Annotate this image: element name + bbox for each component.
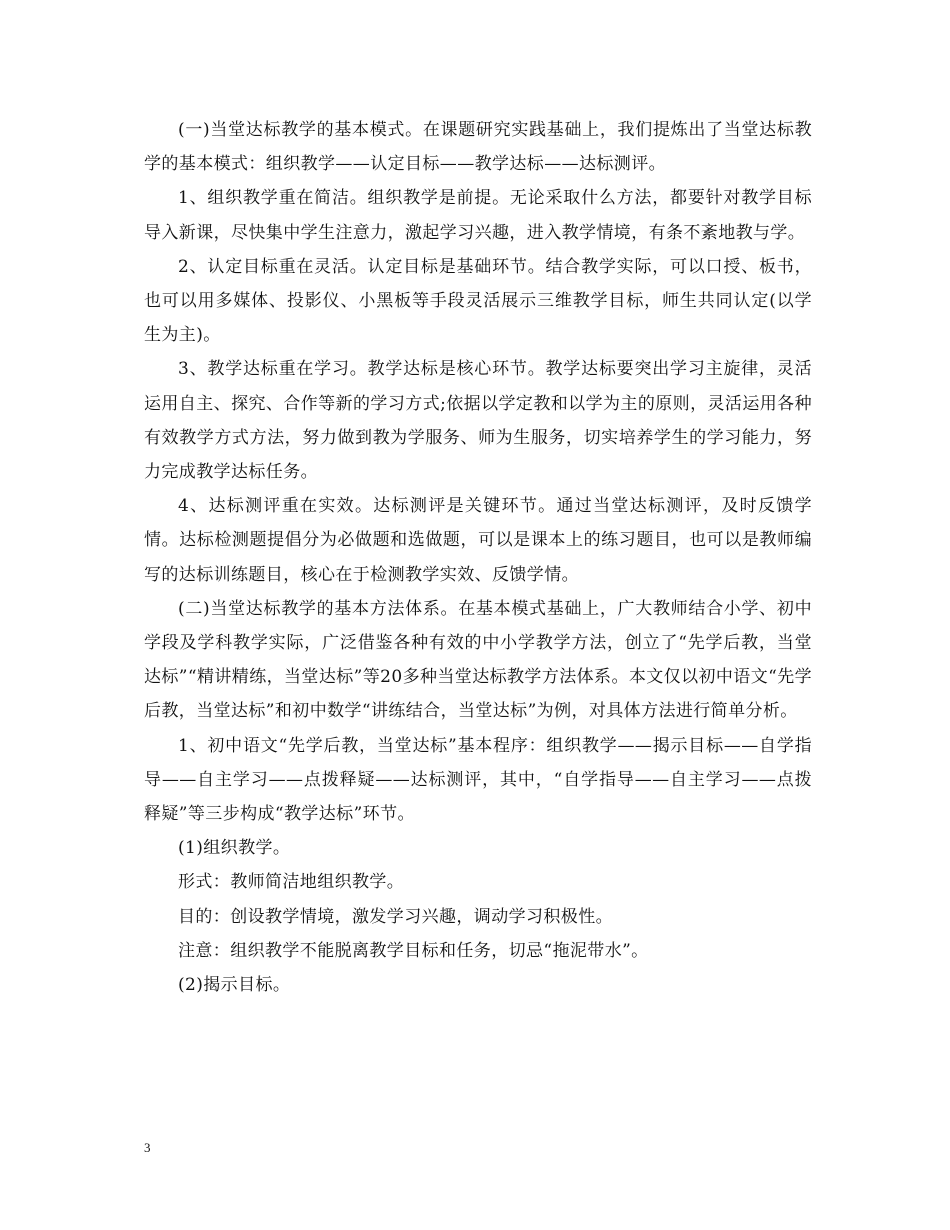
- paragraph-12: (2)揭示目标。: [178, 975, 291, 996]
- paragraph-7: 1、初中语文“先学后教，当堂达标”基本程序：组织教学——揭示目标——自学指导——自主学习——点拨释疑——达标测评，其中，“自学指导——自主学习——点拨释疑”等三步构成“教学达标”环节。: [144, 735, 812, 825]
- paragraph-8: (1)组织教学。: [178, 838, 291, 859]
- paragraph-10: 目的：创设教学情境，激发学习兴趣，调动学习积极性。: [178, 906, 613, 927]
- paragraph-3: 2、认定目标重在灵活。认定目标是基础环节。结合教学实际，可以口授、板书，也可以用多媒体、投影仪、小黑板等手段灵活展示三维教学目标，师生共同认定(以学生为主)。: [144, 256, 812, 346]
- paragraph-2: 1、组织教学重在简洁。组织教学是前提。无论采取什么方法，都要针对教学目标导入新课，尽快集中学生注意力，激起学习兴趣，进入教学情境，有条不紊地教与学。: [144, 188, 812, 243]
- document-body: [144, 113, 812, 1002]
- page-number: 3: [144, 1140, 151, 1155]
- paragraph-5: 4、达标测评重在实效。达标测评是关键环节。通过当堂达标测评，及时反馈学情。达标检测题提倡分为必做题和选做题，可以是课本上的练习题目，也可以是教师编写的达标训练题目，核心在于检测教学实效、反馈学情。: [144, 496, 812, 585]
- paragraph-6: (二)当堂达标教学的基本方法体系。在基本模式基础上，广大教师结合小学、初中学段及学科教学实际，广泛借鉴各种有效的中小学教学方法，创立了“先学后教，当堂达标”“精讲精练，当堂达标”等20多种当堂达标教学方法体系。本文仅以初中语文“先学后教，当堂达标”和初中数学“讲练结合，当堂达标”为例，对具体方法进行简单分析。: [144, 598, 812, 722]
- paragraph-9: 形式：教师简洁地组织教学。: [178, 872, 405, 893]
- paragraph-1: (一)当堂达标教学的基本模式。在课题研究实践基础上，我们提炼出了当堂达标教学的基本模式：组织教学——认定目标——教学达标——达标测评。: [144, 120, 812, 175]
- paragraph-4: 3、教学达标重在学习。教学达标是核心环节。教学达标要突出学习主旋律，灵活运用自主、探究、合作等新的学习方式;依据以学定教和以学为主的原则，灵活运用各种有效教学方式方法，努力做到教为学服务、师为生服务，切实培养学生的学习能力，努力完成教学达标任务。: [144, 359, 812, 483]
- paragraph-11: 注意：组织教学不能脱离教学目标和任务，切忌“拖泥带水”。: [178, 940, 649, 961]
